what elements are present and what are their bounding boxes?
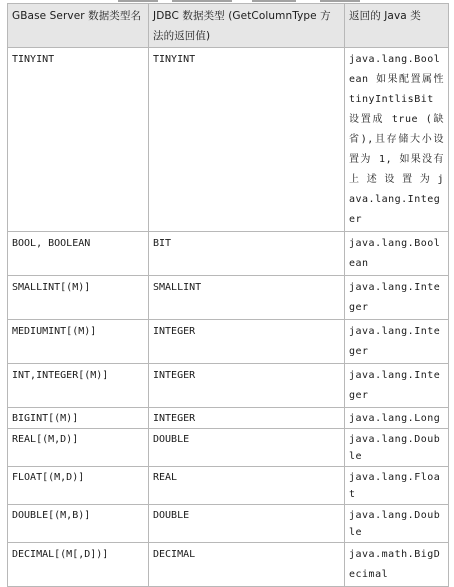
cell-jdbc-type: INTEGER bbox=[149, 408, 345, 429]
cell-java-class: java.lang.Long bbox=[345, 408, 449, 429]
cell-jdbc-type: TINYINT bbox=[149, 48, 345, 232]
cell-jdbc-type: DOUBLE bbox=[149, 429, 345, 467]
cell-jdbc-type: BIT bbox=[149, 232, 345, 276]
table-row bbox=[8, 364, 449, 408]
cell-java-class: java.lang.Double bbox=[345, 429, 449, 467]
cell-jdbc-type: SMALLINT bbox=[149, 276, 345, 320]
cell-jdbc-type: REAL bbox=[149, 467, 345, 505]
cell-gbase-type: DOUBLE[(M,B)] bbox=[8, 505, 149, 543]
cell-jdbc-type: INTEGER bbox=[149, 320, 345, 364]
cell-java-class: java.lang.Double bbox=[345, 505, 449, 543]
cell-java-class: java.lang.Integer bbox=[345, 320, 449, 364]
cell-jdbc-type: DOUBLE bbox=[149, 505, 345, 543]
cell-java-class: java.lang.Boolean bbox=[345, 232, 449, 276]
header-java-class: 返回的 Java 类 bbox=[345, 4, 449, 48]
cell-gbase-type: SMALLINT[(M)] bbox=[8, 276, 149, 320]
table-header-row bbox=[8, 4, 449, 48]
cell-gbase-type: INT,INTEGER[(M)] bbox=[8, 364, 149, 408]
cell-gbase-type: MEDIUMINT[(M)] bbox=[8, 320, 149, 364]
cell-gbase-type: BIGINT[(M)] bbox=[8, 408, 149, 429]
table-row bbox=[8, 505, 449, 543]
cell-java-class: java.lang.Boolean 如果配置属性 tinyIntlisBit 设置成 true (缺省),且存储大小设置为 1, 如果没有上 述 设 置 为 java.lang.Integer bbox=[345, 48, 449, 232]
cell-jdbc-type: INTEGER bbox=[149, 364, 345, 408]
cell-jdbc-type: DECIMAL bbox=[149, 543, 345, 587]
cell-java-class: java.math.BigDecimal bbox=[345, 543, 449, 587]
table-row bbox=[8, 408, 449, 429]
table-row bbox=[8, 429, 449, 467]
cell-gbase-type: DECIMAL[(M[,D])] bbox=[8, 543, 149, 587]
cell-java-class: java.lang.Float bbox=[345, 467, 449, 505]
table-row bbox=[8, 320, 449, 364]
header-gbase-type: GBase Server 数据类型名 bbox=[8, 4, 149, 48]
type-mapping-table bbox=[7, 3, 449, 587]
table-row bbox=[8, 232, 449, 276]
cell-gbase-type: TINYINT bbox=[8, 48, 149, 232]
cell-gbase-type: BOOL, BOOLEAN bbox=[8, 232, 149, 276]
table-row bbox=[8, 467, 449, 505]
header-jdbc-type: JDBC 数据类型 (GetColumnType 方法的返回值) bbox=[149, 4, 345, 48]
table-row bbox=[8, 48, 449, 232]
cell-java-class: java.lang.Integer bbox=[345, 276, 449, 320]
cell-gbase-type: FLOAT[(M,D)] bbox=[8, 467, 149, 505]
table-row bbox=[8, 276, 449, 320]
table-row bbox=[8, 543, 449, 587]
cell-java-class: java.lang.Integer bbox=[345, 364, 449, 408]
cell-gbase-type: REAL[(M,D)] bbox=[8, 429, 149, 467]
